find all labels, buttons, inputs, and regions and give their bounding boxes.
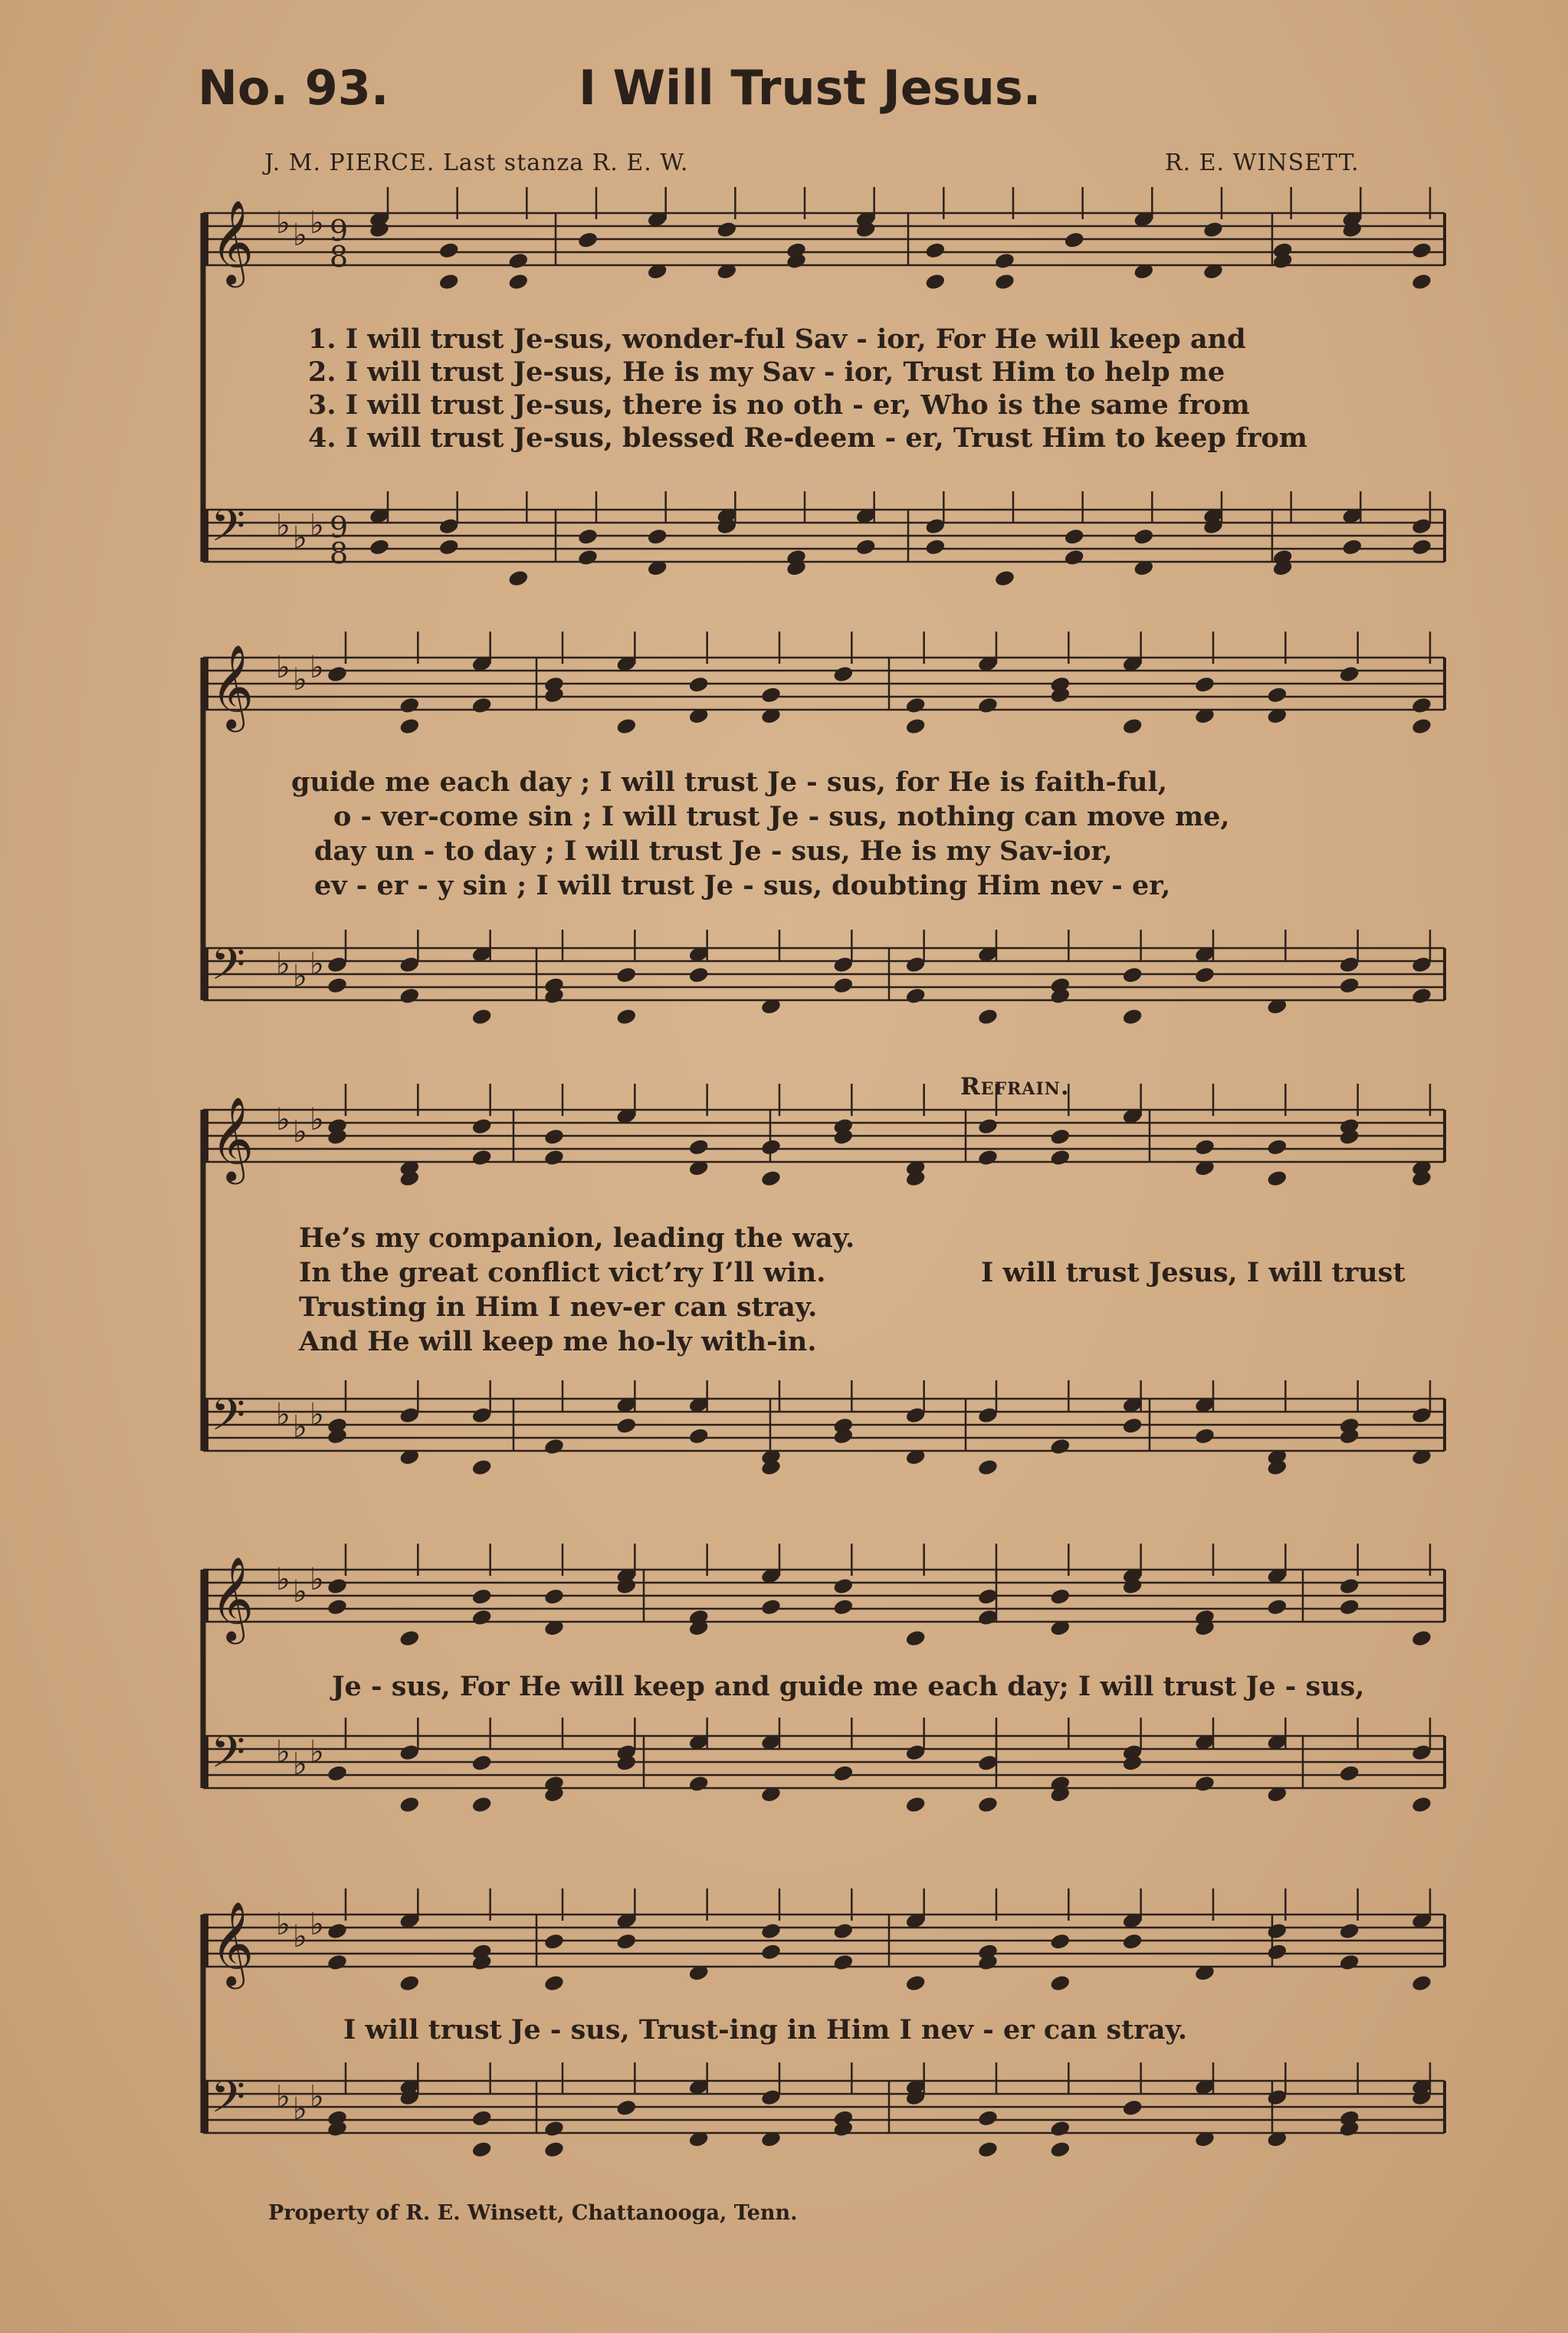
time-signature-top: 9 <box>330 510 349 544</box>
note-head <box>904 1974 926 1993</box>
note-head <box>832 1598 854 1616</box>
note-head <box>1063 231 1084 249</box>
note-head <box>760 1170 782 1188</box>
note-head <box>924 538 946 556</box>
flat-sign-icon: ♭ <box>293 662 307 697</box>
note-head <box>471 1608 492 1626</box>
bass-clef-icon: 𝄢 <box>211 500 246 563</box>
note-head <box>1133 527 1154 546</box>
note-head <box>1338 1953 1360 1971</box>
flat-sign-icon: ♭ <box>276 1102 290 1137</box>
note-head <box>543 2119 565 2138</box>
note-head <box>1194 675 1215 694</box>
flat-sign-icon: ♭ <box>310 1907 324 1942</box>
note-head <box>1063 548 1084 566</box>
verse-1-line-c: He’s my companion, leading the way. <box>299 1222 855 1254</box>
note-head <box>1266 686 1288 704</box>
flat-sign-icon: ♭ <box>310 1734 324 1770</box>
note-head <box>399 717 420 736</box>
flat-sign-icon: ♭ <box>276 1562 290 1597</box>
note-head <box>577 527 599 546</box>
note-head <box>615 966 637 984</box>
note-head <box>855 538 876 556</box>
treble-clef-icon: 𝄞 <box>211 1557 254 1641</box>
flat-sign-icon: ♭ <box>276 508 290 543</box>
note-head <box>326 1598 348 1616</box>
note-head <box>687 675 709 694</box>
note-head <box>1411 538 1432 556</box>
note-head <box>326 1922 348 1941</box>
note-head <box>832 1953 854 1971</box>
note-head <box>471 1008 492 1026</box>
note-head <box>1411 241 1432 260</box>
note-head <box>507 251 529 270</box>
note-head <box>1063 527 1084 546</box>
note-head <box>1121 717 1143 736</box>
note-head <box>326 1764 348 1783</box>
note-head <box>1049 1932 1071 1951</box>
flat-sign-icon: ♭ <box>310 1562 324 1597</box>
note-head <box>577 231 599 249</box>
note-head <box>977 1148 999 1166</box>
refrain-line-1: I will trust Jesus, I will trust <box>981 1257 1406 1288</box>
note-head <box>1338 665 1360 684</box>
note-head <box>716 221 737 239</box>
refrain-line-2: Je - sus, For He will keep and guide me each day; I will trust Je - sus, <box>332 1671 1365 1702</box>
note-head <box>543 1587 565 1606</box>
note-head <box>543 1127 565 1146</box>
flat-sign-icon: ♭ <box>276 1907 290 1942</box>
refrain-line-3: I will trust Je - sus, Trust-ing in Him I nev - er can stray. <box>343 2014 1188 2046</box>
staff-lines <box>203 213 1445 2133</box>
flat-sign-icon: ♭ <box>293 520 307 556</box>
note-head <box>615 2098 637 2117</box>
hymn-number: No. 93. <box>198 60 389 116</box>
note-head <box>687 966 709 984</box>
note-head <box>832 1764 854 1783</box>
note-head <box>1202 221 1224 239</box>
note-head <box>1341 538 1363 556</box>
flat-sign-icon: ♭ <box>310 1397 324 1432</box>
note-head <box>369 538 390 556</box>
note-head <box>1266 1598 1288 1616</box>
note-head <box>1411 1629 1432 1648</box>
note-head <box>1049 1127 1071 1146</box>
note-head <box>977 1796 999 1814</box>
note-head <box>977 1459 999 1477</box>
note-head <box>615 1416 637 1435</box>
time-signature-bottom: 8 <box>330 536 349 570</box>
note-head <box>1049 1974 1071 1993</box>
note-head <box>904 986 926 1005</box>
flat-sign-icon: ♭ <box>310 508 324 543</box>
flat-sign-icon: ♭ <box>293 2092 307 2127</box>
note-heads <box>326 187 1432 2159</box>
flat-sign-icon: ♭ <box>293 1747 307 1782</box>
note-head <box>1194 1774 1215 1793</box>
note-head <box>687 1427 709 1445</box>
flat-sign-icon: ♭ <box>293 1409 307 1445</box>
note-head <box>543 1932 565 1951</box>
note-head <box>471 1117 492 1136</box>
note-head <box>646 527 668 546</box>
note-head <box>1411 986 1432 1005</box>
note-head <box>1049 2119 1071 2138</box>
verse-1-line-b: guide me each day ; I will trust Je - sus, for He is faith-ful, <box>291 766 1168 798</box>
note-head <box>1121 1932 1143 1951</box>
note-head <box>1194 1138 1215 1157</box>
note-head <box>977 1008 999 1026</box>
note-head <box>1266 1170 1288 1188</box>
note-head <box>1338 976 1360 995</box>
note-head <box>832 976 854 995</box>
bass-clef-icon: 𝄢 <box>211 1389 246 1452</box>
flat-sign-icon: ♭ <box>276 650 290 685</box>
note-head <box>543 1148 565 1166</box>
note-head <box>326 1953 348 1971</box>
note-head <box>1121 1008 1143 1026</box>
note-head <box>760 1922 782 1941</box>
note-head <box>399 696 420 714</box>
note-head <box>543 1974 565 1993</box>
treble-clef-icon: 𝄞 <box>211 645 254 729</box>
note-head <box>977 1117 999 1136</box>
note-head <box>687 1774 709 1793</box>
note-head <box>1411 696 1432 714</box>
note-head <box>1266 1922 1288 1941</box>
flat-sign-icon: ♭ <box>310 947 324 982</box>
note-head <box>399 1629 420 1648</box>
note-head <box>1338 1577 1360 1596</box>
note-head <box>471 2141 492 2159</box>
flat-sign-icon: ♭ <box>276 1397 290 1432</box>
note-head <box>577 548 599 566</box>
note-head <box>1121 1416 1143 1435</box>
note-head <box>1411 273 1432 291</box>
verse-3-line-a: 3. I will trust Je-sus, there is no oth - er, Who is the same from <box>308 389 1250 421</box>
note-head <box>994 273 1015 291</box>
flat-sign-icon: ♭ <box>293 1919 307 1954</box>
verse-3-line-c: Trusting in Him I nev-er can stray. <box>299 1291 818 1323</box>
note-head <box>1338 1598 1360 1616</box>
note-head <box>1338 1922 1360 1941</box>
flat-sign-icon: ♭ <box>276 1734 290 1770</box>
note-head <box>438 241 459 260</box>
note-head <box>1121 2098 1143 2117</box>
flat-sign-icon: ♭ <box>293 959 307 994</box>
note-head <box>924 241 946 260</box>
clefs <box>211 200 348 2134</box>
note-head <box>1194 966 1215 984</box>
note-head <box>471 1754 492 1772</box>
note-head <box>471 1148 492 1166</box>
note-head <box>471 2109 492 2128</box>
flat-sign-icon: ♭ <box>293 1574 307 1609</box>
note-head <box>507 273 529 291</box>
note-head <box>471 1796 492 1814</box>
treble-clef-icon: 𝄞 <box>211 200 254 284</box>
note-head <box>1338 1764 1360 1783</box>
flat-sign-icon: ♭ <box>310 650 324 685</box>
note-head <box>1266 1138 1288 1157</box>
note-head <box>1411 717 1432 736</box>
note-head <box>994 569 1015 588</box>
note-head <box>977 2141 999 2159</box>
note-head <box>1121 966 1143 984</box>
note-head <box>543 1437 565 1455</box>
note-head <box>438 538 459 556</box>
note-head <box>471 696 492 714</box>
flat-sign-icon: ♭ <box>310 1102 324 1137</box>
note-head <box>1194 1427 1215 1445</box>
note-head <box>399 1796 420 1814</box>
note-head <box>1266 1943 1288 1961</box>
note-head <box>1049 2141 1071 2159</box>
note-head <box>615 1932 637 1951</box>
note-head <box>326 1577 348 1596</box>
time-signature-top: 9 <box>330 214 349 248</box>
treble-clef-icon: 𝄞 <box>211 1097 254 1181</box>
note-head <box>326 976 348 995</box>
note-head <box>399 986 420 1005</box>
note-head <box>760 1138 782 1157</box>
note-head <box>760 686 782 704</box>
note-head <box>615 1008 637 1026</box>
flat-sign-icon: ♭ <box>276 205 290 241</box>
note-head <box>904 1796 926 1814</box>
note-head <box>1049 1437 1071 1455</box>
note-head <box>760 1598 782 1616</box>
verse-2-line-a: 2. I will trust Je-sus, He is my Sav - ior, Trust Him to help me <box>308 356 1225 388</box>
verse-1-line-a: 1. I will trust Je-sus, wonder-ful Sav - ior, For He will keep and <box>308 323 1246 355</box>
lyricist-credit: J. M. PIERCE. Last stanza R. E. W. <box>264 149 689 176</box>
note-head <box>543 2141 565 2159</box>
note-head <box>832 665 854 684</box>
note-head <box>977 2109 999 2128</box>
flat-sign-icon: ♭ <box>293 1114 307 1150</box>
note-head <box>326 665 348 684</box>
note-head <box>994 251 1015 270</box>
flat-sign-icon: ♭ <box>276 947 290 982</box>
note-head <box>904 717 926 736</box>
note-head <box>977 696 999 714</box>
verse-4-line-a: 4. I will trust Je-sus, blessed Re-deem - er, Trust Him to keep from <box>308 422 1307 454</box>
verse-3-line-b: day un - to day ; I will trust Je - sus, He is my Sav-ior, <box>314 835 1113 867</box>
flat-sign-icon: ♭ <box>293 218 307 253</box>
verse-4-line-c: And He will keep me ho-ly with-in. <box>299 1326 817 1357</box>
hymn-title: I Will Trust Jesus. <box>579 60 1042 116</box>
verse-4-line-b: ev - er - y sin ; I will trust Je - sus, doubting Him nev - er, <box>314 870 1171 901</box>
note-head <box>904 1629 926 1648</box>
note-head <box>1411 1796 1432 1814</box>
note-head <box>904 696 926 714</box>
note-head <box>507 569 529 588</box>
note-head <box>399 1974 420 1993</box>
composer-credit: R. E. WINSETT. <box>1165 149 1360 176</box>
note-head <box>1049 1148 1071 1166</box>
note-head <box>615 717 637 736</box>
bass-clef-icon: 𝄢 <box>211 938 246 1001</box>
verse-2-line-c: In the great conflict vict’ry I’ll win. <box>299 1257 826 1288</box>
note-head <box>471 1459 492 1477</box>
copyright-footer: Property of R. E. Winsett, Chattanooga, Tenn. <box>268 2201 798 2225</box>
flat-sign-icon: ♭ <box>276 2079 290 2115</box>
verse-2-line-b: o - ver-come sin ; I will trust Je - sus, nothing can move me, <box>333 801 1230 832</box>
treble-clef-icon: 𝄞 <box>211 1902 254 1986</box>
bass-clef-icon: 𝄢 <box>211 1726 246 1789</box>
note-head <box>687 1138 709 1157</box>
bass-clef-icon: 𝄢 <box>211 2071 246 2134</box>
note-head <box>760 1943 782 1961</box>
flat-sign-icon: ♭ <box>310 205 324 241</box>
time-signature-bottom: 8 <box>330 240 349 274</box>
note-head <box>832 1922 854 1941</box>
flat-sign-icon: ♭ <box>310 2079 324 2115</box>
note-head <box>1049 1587 1071 1606</box>
note-head <box>924 273 946 291</box>
note-head <box>438 273 459 291</box>
refrain-label: Refrain. <box>960 1073 1070 1101</box>
note-head <box>832 1577 854 1596</box>
note-head <box>1411 1974 1432 1993</box>
note-head <box>471 1587 492 1606</box>
